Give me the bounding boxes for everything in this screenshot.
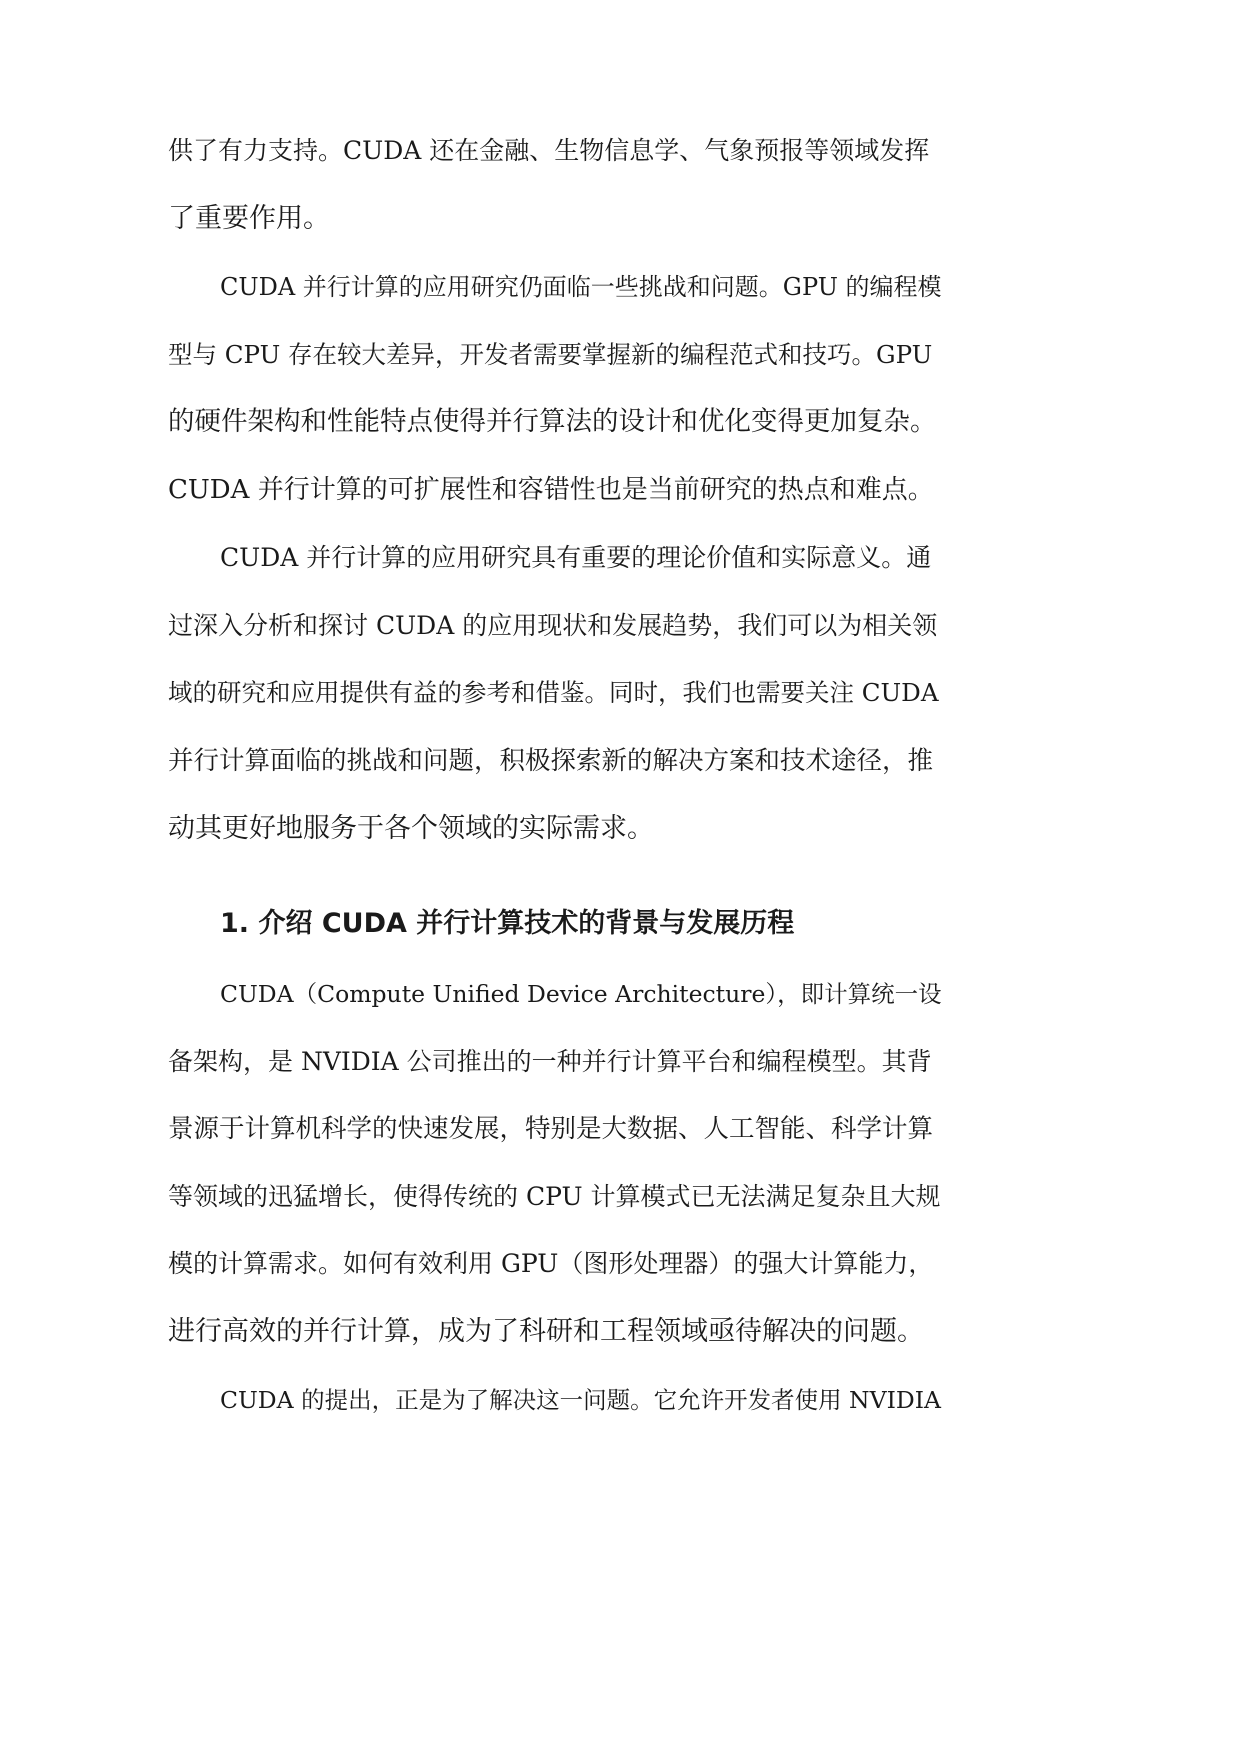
body-text-line xyxy=(0,1042,1241,1082)
line-text: 动其更好地服务于各个领域的实际需求。 xyxy=(168,813,654,844)
body-text-line xyxy=(0,1244,1241,1284)
body-text-line xyxy=(0,402,1241,442)
line-text: CUDA（Compute Unified Device Architecture），即计算统一设 xyxy=(220,980,942,1008)
line-text: 进行高效的并行计算，成为了科研和工程领域亟待解决的问题。 xyxy=(168,1316,924,1347)
line-text: 的硬件架构和性能特点使得并行算法的设计和优化变得更加复杂。 xyxy=(168,406,937,437)
body-text-line xyxy=(0,606,1241,646)
body-text-line xyxy=(0,470,1241,510)
body-text-line xyxy=(0,1380,1241,1420)
body-text-line xyxy=(0,974,1241,1014)
body-text-line xyxy=(0,1312,1241,1352)
line-text: 型与 CPU 存在较大差异，开发者需要掌握新的编程范式和技巧。GPU xyxy=(168,340,933,369)
body-text-line xyxy=(0,335,1241,375)
line-text: 了重要作用。 xyxy=(168,203,330,234)
body-text-line xyxy=(0,809,1241,849)
line-text: 等领域的迅猛增长，使得传统的 CPU 计算模式已无法满足复杂且大规 xyxy=(168,1182,941,1211)
body-text-line xyxy=(0,538,1241,578)
line-text: CUDA 并行计算的可扩展性和容错性也是当前研究的热点和难点。 xyxy=(168,475,934,505)
line-text: CUDA 并行计算的应用研究具有重要的理论价值和实际意义。通 xyxy=(220,543,932,572)
line-text: 供了有力支持。CUDA 还在金融、生物信息学、气象预报等领域发挥 xyxy=(168,136,930,165)
line-text: CUDA 的提出，正是为了解决这一问题。它允许开发者使用 NVIDIA xyxy=(220,1386,941,1414)
section-heading xyxy=(0,904,1241,944)
line-text: 备架构，是 NVIDIA 公司推出的一种并行计算平台和编程模型。其背 xyxy=(168,1047,932,1076)
body-text-line xyxy=(0,1177,1241,1217)
body-text-line xyxy=(0,1109,1241,1149)
body-text-line xyxy=(0,131,1241,171)
body-text-line xyxy=(0,741,1241,781)
body-text-line xyxy=(0,267,1241,307)
line-text: 过深入分析和探讨 CUDA 的应用现状和发展趋势，我们可以为相关领 xyxy=(168,611,938,640)
body-text-line xyxy=(0,199,1241,239)
body-text-line xyxy=(0,673,1241,713)
line-text: 景源于计算机科学的快速发展，特别是大数据、人工智能、科学计算 xyxy=(168,1114,934,1144)
line-text: 域的研究和应用提供有益的参考和借鉴。同时，我们也需要关注 CUDA xyxy=(168,678,939,707)
line-text: CUDA 并行计算的应用研究仍面临一些挑战和问题。GPU 的编程模 xyxy=(220,273,942,301)
line-text: 并行计算面临的挑战和问题，积极探索新的解决方案和技术途径，推 xyxy=(168,746,934,776)
heading-text: 1. 介绍 CUDA 并行计算技术的背景与发展历程 xyxy=(220,908,795,939)
line-text: 模的计算需求。如何有效利用 GPU（图形处理器）的强大计算能力， xyxy=(168,1249,934,1278)
